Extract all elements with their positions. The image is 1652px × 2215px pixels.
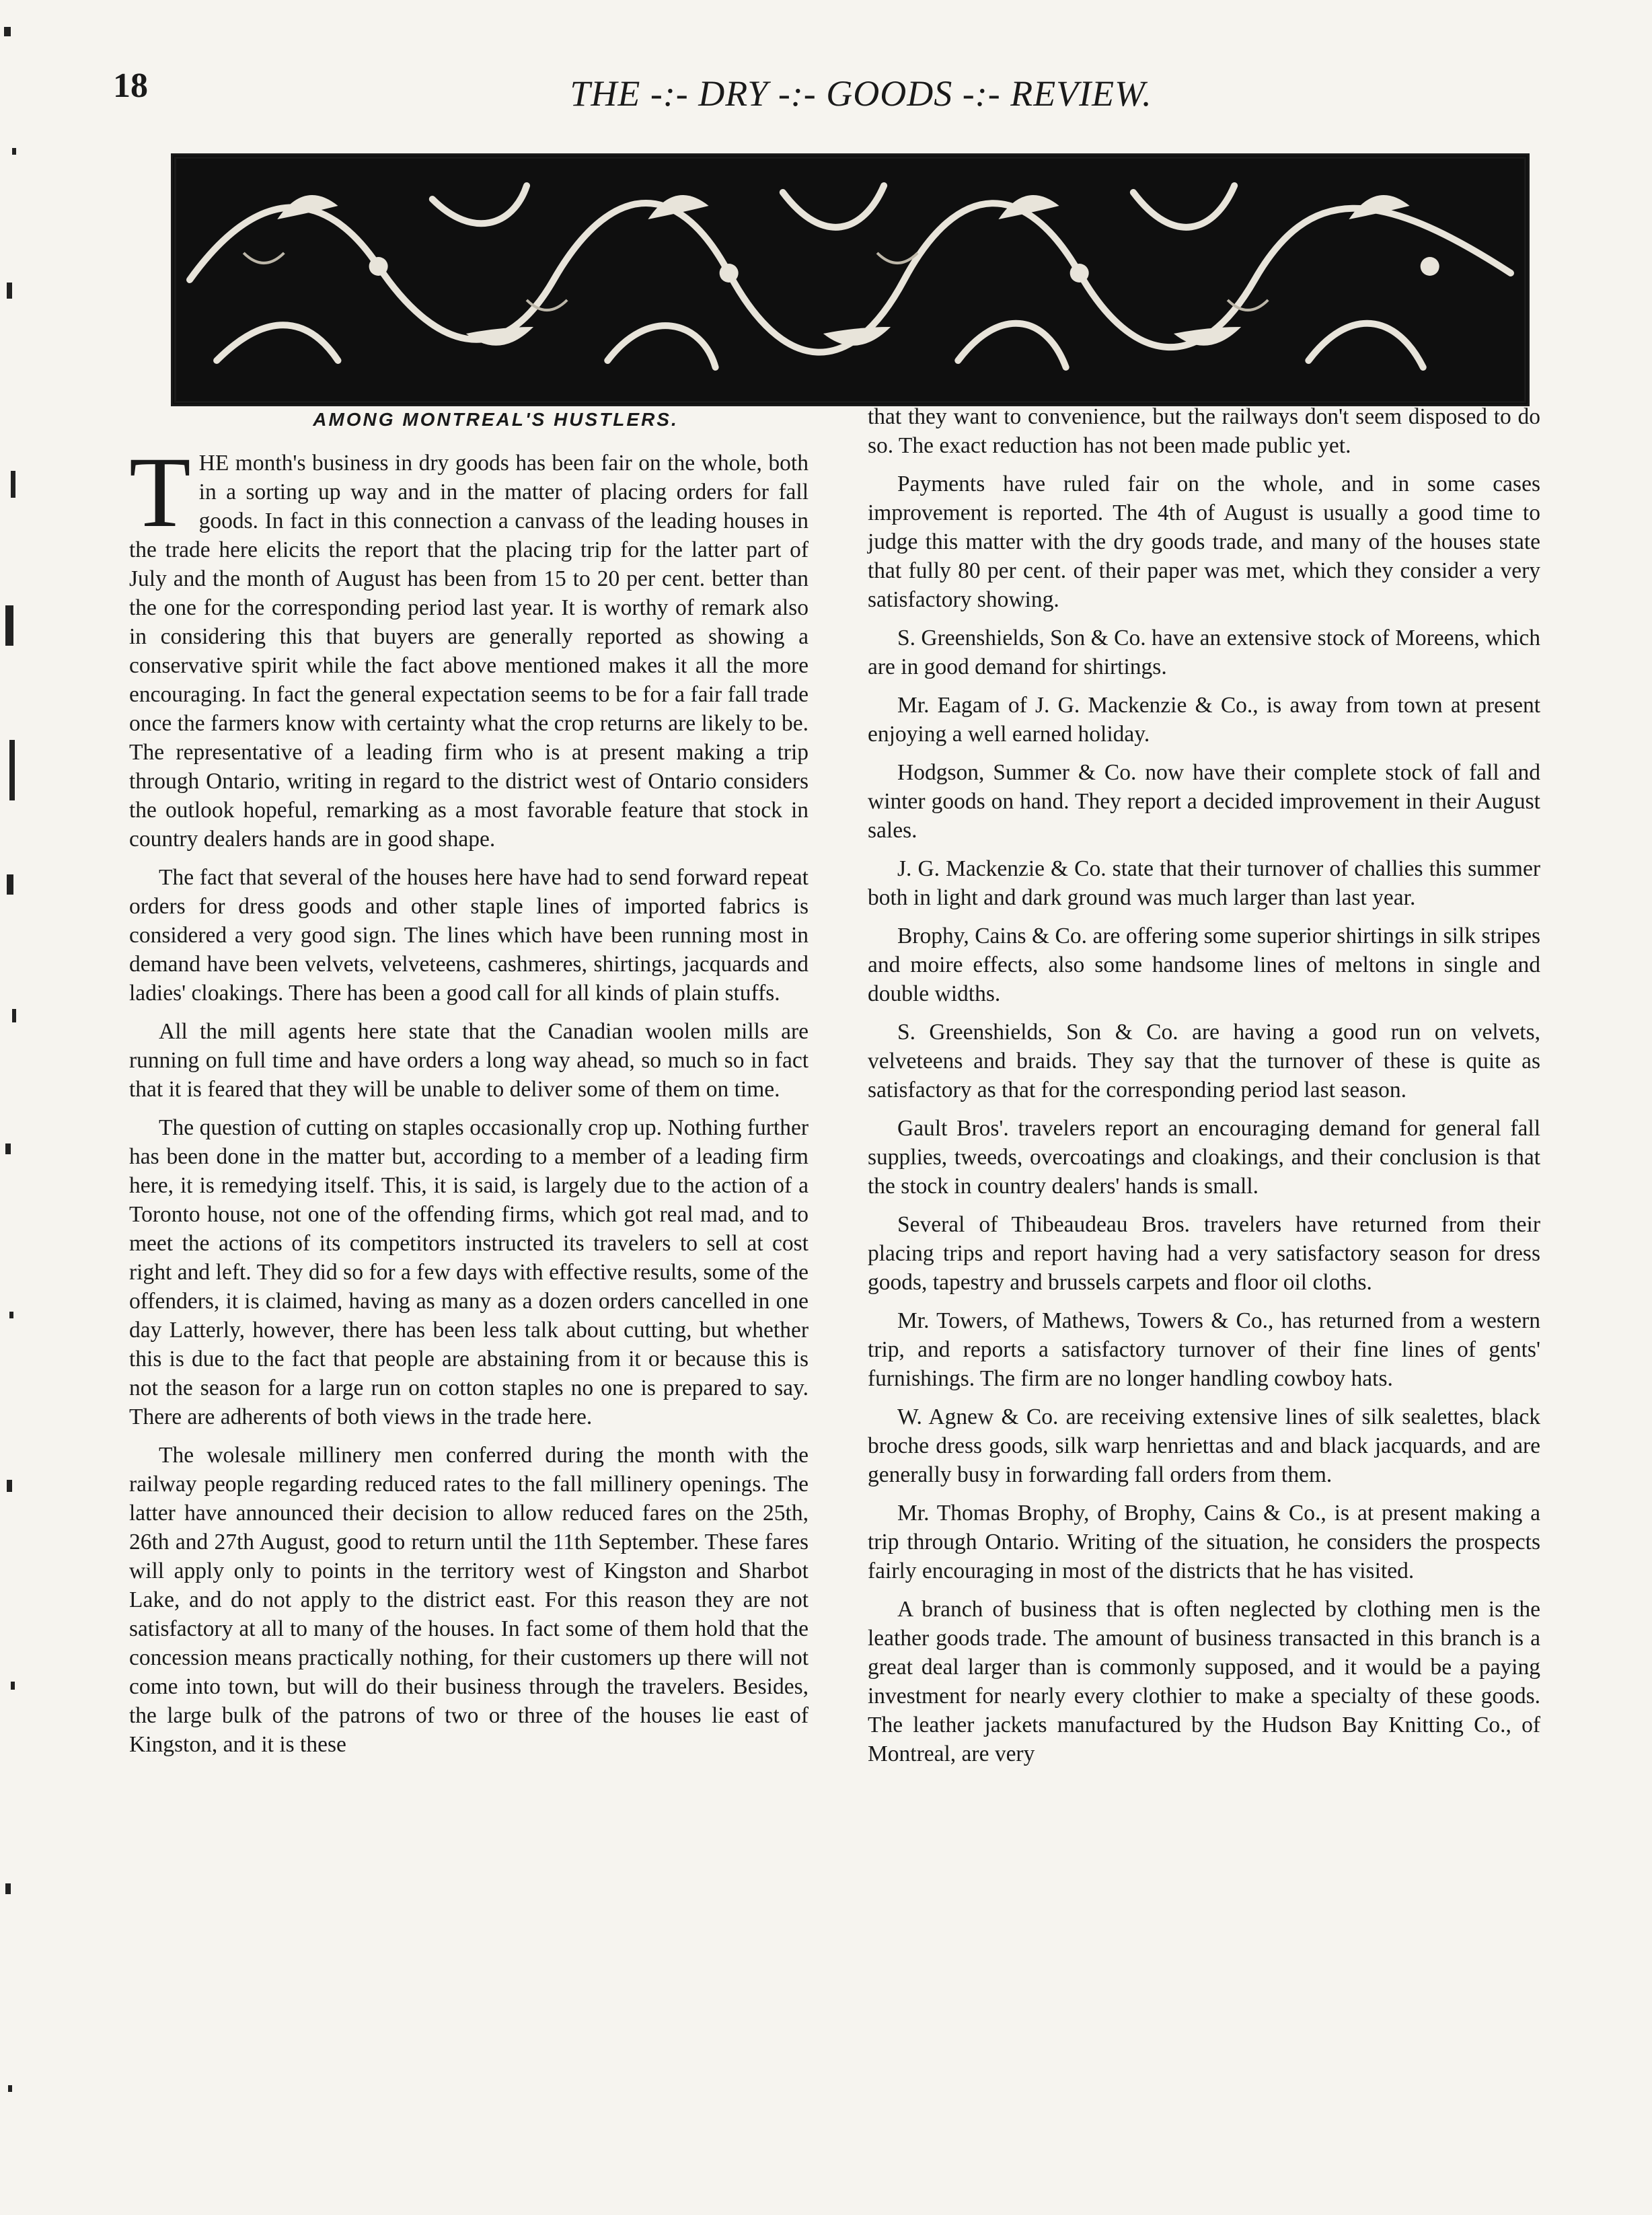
paragraph: Hodgson, Summer & Co. now have their complete stock of fall and winter goods on hand. They report a decided improvement in their August sales.: [868, 760, 1540, 843]
paragraph: S. Greenshields, Son & Co. are having a good run on velvets, velveteens and braids. They say that the turnover of these is quite as satisfactory as that for the corresponding period last season.: [868, 1020, 1540, 1102]
paragraph: S. Greenshields, Son & Co. have an extensive stock of Moreens, which are in good demand for shirtings.: [868, 626, 1540, 679]
paragraph: Payments have ruled fair on the whole, and in some cases improvement is reported. The 4th of August is usually a good time to judge this matter with the dry goods trade, and many of the houses state that fully 80 per cent. of their paper was met, which they consider a very satisfactory showing.: [868, 472, 1540, 612]
left-column: [129, 402, 809, 1768]
paragraph: The question of cutting on staples occasionally crop up. Nothing further has been done in the matter but, according to a member of a leading firm here, it is remedying itself. This, it is said, is largely due to the action of a Toronto house, not one of the offending firms, which got real mad, and to meet the actions of its competitors instructed its travelers to sell at cost right and left. They did so for a few days with effective results, some of the offenders, it is claimed, having as many as a dozen orders cancelled in one day Latterly, however, there has been less talk about cutting, but whether this is due to the fact that people are abstaining from it or because this is not the season for a large run on cotton staples no one is prepared to say. There are adherents of both views in the trade here.: [129, 1115, 809, 1429]
paragraph: The wolesale millinery men conferred during the month with the railway people regarding reduced rates to the fall millinery openings. The latter have announced their decision to allow reduced fares on the 25th, 26th and 27th August, good to return until the 11th September. These fares will apply only to points in the territory west of Kingston and Sharbot Lake, and do not apply to the district east. For this reason they are not satisfactory at all to many of the houses. In fact some of them hold that the concession means practically nothing, for their customers up there will not come into town, but will do their business through the travelers. Besides, the large bulk of the patrons of two or three of the houses lie east of Kingston, and it is these: [129, 1443, 809, 1757]
scan-edge-marks: [0, 0, 27, 2212]
paragraph: [129, 437, 809, 854]
right-column: [868, 402, 1540, 1778]
paragraph: Gault Bros'. travelers report an encouraging demand for general fall supplies, tweeds, overcoatings and cloakings, and their conclusion is that the stock in country dealers' hands is small.: [868, 1116, 1540, 1199]
paragraph: Mr. Eagam of J. G. Mackenzie & Co., is away from town at present enjoying a well earned holiday.: [868, 693, 1540, 747]
paragraph: A branch of business that is often neglected by clothing men is the leather goods trade. The amount of business transacted in this branch is a great deal larger than is commonly supposed, and it would be a paying investment for nearly every clothier to make a specialty of these goods. The leather jackets manufactured by the Hudson Bay Knitting Co., of Montreal, are very: [868, 1597, 1540, 1766]
drop-cap: T: [129, 437, 191, 548]
running-title: THE -:- DRY -:- GOODS -:- REVIEW.: [570, 73, 1152, 114]
paragraph: J. G. Mackenzie & Co. state that their turnover of challies this summer both in light and dark ground was much larger than last year.: [868, 856, 1540, 910]
paragraph-text: HE month's business in dry goods has been fair on the whole, both in a sorting up way and in the matter of placing orders for fall goods. In fact in this connection a canvass of the leading houses in the trade here elicits the report that the placing trip for the latter part of July and the month of August has been from 15 to 20 per cent. better than the one for the corresponding period last year. It is worthy of remark also in considering this that buyers are generally reported as showing a conservative spirit while the fact above mentioned makes it all the more encouraging. In fact the general expectation seems to be for a fair fall trade once the farmers know with certainty what the crop returns are likely to be. The representative of a leading firm who is at present making a trip through Ontario, writing in regard to the district west of Ontario considers the outlook hopeful, remarking as a most favorable feature that stock in country dealers hands are in good shape.: [129, 451, 809, 852]
paragraph: Mr. Thomas Brophy, of Brophy, Cains & Co., is at present making a trip through Ontario. Writing of the situation, he considers the prospects fairly encouraging in most of the districts that he has visited.: [868, 1501, 1540, 1583]
page-number: 18: [113, 67, 148, 105]
paragraph: that they want to convenience, but the railways don't seem disposed to do so. The exact reduction has not been made public yet.: [868, 404, 1540, 458]
ornamental-banner: [171, 153, 1530, 406]
paragraph: All the mill agents here state that the Canadian woolen mills are running on full time and have orders a long way ahead, so much so in fact that it is feared that they will be unable to deliver some of them on time.: [129, 1019, 809, 1102]
ornamental-leaf-scroll-icon: [176, 159, 1524, 401]
paragraph: Several of Thibeaudeau Bros. travelers have returned from their placing trips and report having had a very satisfactory season for dress goods, tapestry and brussels carpets and floor oil cloths.: [868, 1212, 1540, 1295]
article-heading: AMONG MONTREAL'S HUSTLERS.: [313, 409, 679, 430]
paragraph: Mr. Towers, of Mathews, Towers & Co., has returned from a western trip, and reports a satisfactory turnover of their fine lines of gents' furnishings. The firm are no longer handling cowboy hats.: [868, 1308, 1540, 1391]
paragraph: The fact that several of the houses here have had to send forward repeat orders for dress goods and other staple lines of imported fabrics is considered a very good sign. The lines which have been running most in demand have been velvets, velveteens, cashmeres, shirtings, jacquards and ladies' cloakings. There has been a good call for all kinds of plain stuffs.: [129, 865, 809, 1006]
paragraph: Brophy, Cains & Co. are offering some superior shirtings in silk stripes and moire effects, also some handsome lines of meltons in single and double widths.: [868, 924, 1540, 1006]
paragraph: W. Agnew & Co. are receiving extensive lines of silk sealettes, black broche dress goods, silk warp henriettas and and black jacquards, and are generally busy in forwarding fall orders from them.: [868, 1404, 1540, 1487]
